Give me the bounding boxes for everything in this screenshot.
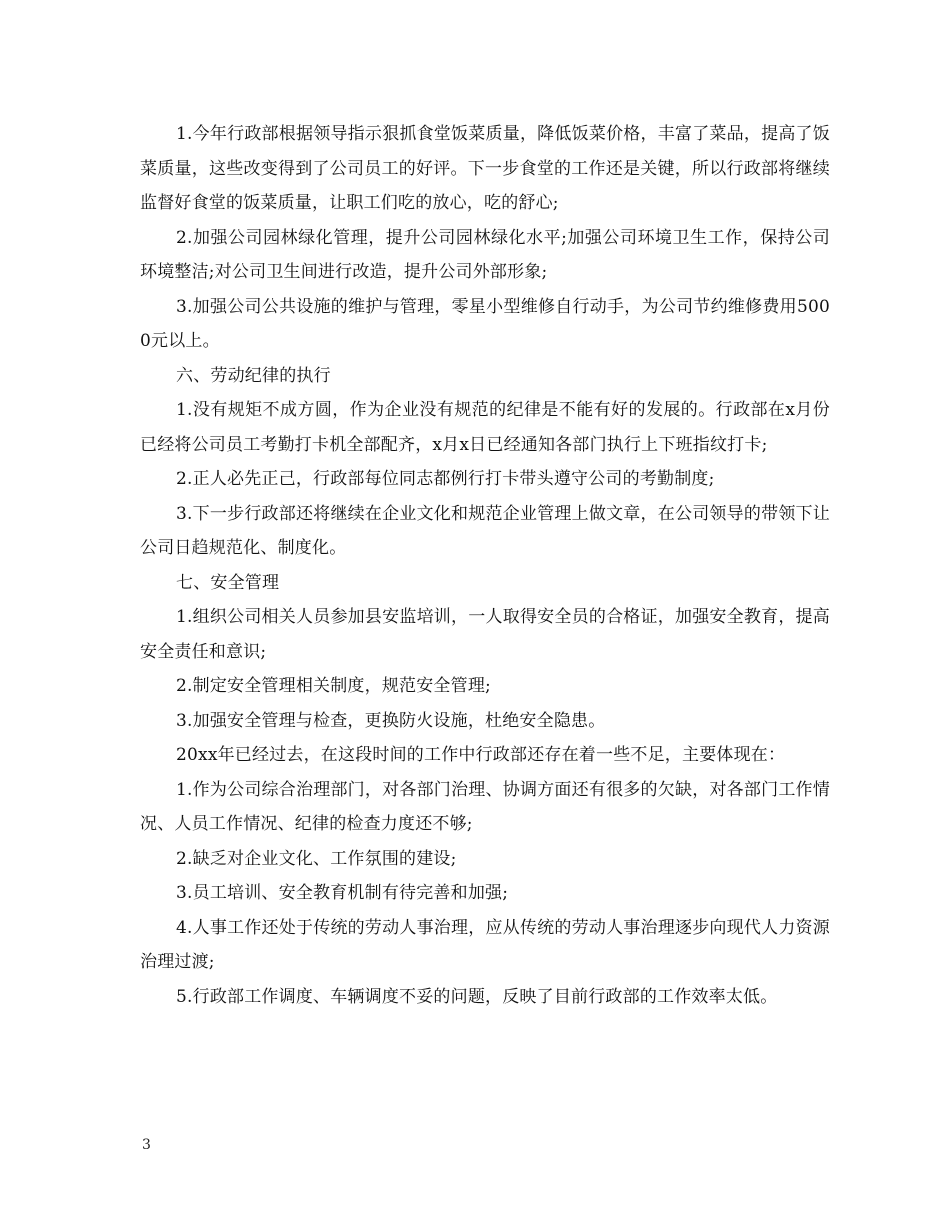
- paragraph-lead-by-example: 2.正人必先正己，行政部每位同志都例行打卡带头遵守公司的考勤制度;: [176, 469, 715, 489]
- paragraph-shortcomings-intro: 20xx年已经过去，在这段时间的工作中行政部还存在着一些不足，主要体现在：: [176, 745, 786, 765]
- paragraph-landscaping: 2.加强公司园林绿化管理，提升公司园林绿化水平;加强公司环境卫生工作，保持公司环境整洁;对公司卫生间进行改造，提升公司外部形象;: [140, 227, 830, 282]
- paragraph-shortcoming-training: 3.员工培训、安全教育机制有待完善和加强;: [176, 883, 509, 903]
- paragraph-shortcoming-efficiency: 5.行政部工作调度、车辆调度不妥的问题，反映了目前行政部的工作效率太低。: [176, 986, 778, 1007]
- paragraph-shortcoming-coordination: 1.作为公司综合治理部门，对各部门治理、协调方面还有很多的欠缺，对各部门工作情况、人员工作情况、纪律的检查力度还不够;: [140, 779, 830, 834]
- paragraph-shortcoming-culture: 2.缺乏对企业文化、工作氛围的建设;: [176, 848, 457, 869]
- paragraph-standardization: 3.下一步行政部还将继续在企业文化和规范企业管理上做文章，在公司领导的带领下让公司日趋规范化、制度化。: [140, 503, 830, 558]
- page-number: 3: [142, 1137, 151, 1153]
- section-heading-safety-management: 七、安全管理: [176, 572, 280, 593]
- paragraph-attendance-machines: 1.没有规矩不成方圆，作为企业没有规范的纪律是不能有好的发展的。行政部在x月份已经将公司员工考勤打卡机全部配齐，x月x日已经通知各部门执行上下班指纹打卡;: [140, 400, 830, 455]
- document-body: [140, 117, 830, 1014]
- section-heading-labor-discipline: 六、劳动纪律的执行: [176, 365, 331, 386]
- paragraph-safety-inspection: 3.加强安全管理与检查，更换防火设施，杜绝安全隐患。: [176, 710, 606, 731]
- paragraph-facility-maintenance: 3.加强公司公共设施的维护与管理，零星小型维修自行动手，为公司节约维修费用5000元以上。: [140, 296, 830, 351]
- paragraph-safety-training: 1.组织公司相关人员参加县安监培训，一人取得安全员的合格证，加强安全教育，提高安全责任和意识;: [140, 607, 830, 662]
- paragraph-shortcoming-hr: 4.人事工作还处于传统的劳动人事治理，应从传统的劳动人事治理逐步向现代人力资源治理过渡;: [140, 917, 830, 972]
- paragraph-canteen-quality: 1.今年行政部根据领导指示狠抓食堂饭菜质量，降低饭菜价格，丰富了菜品，提高了饭菜质量，这些改变得到了公司员工的好评。下一步食堂的工作还是关键，所以行政部将继续监督好食堂的饭菜质量，让职工们吃的放心，吃的舒心;: [140, 124, 830, 213]
- paragraph-safety-rules: 2.制定安全管理相关制度，规范安全管理;: [176, 676, 491, 696]
